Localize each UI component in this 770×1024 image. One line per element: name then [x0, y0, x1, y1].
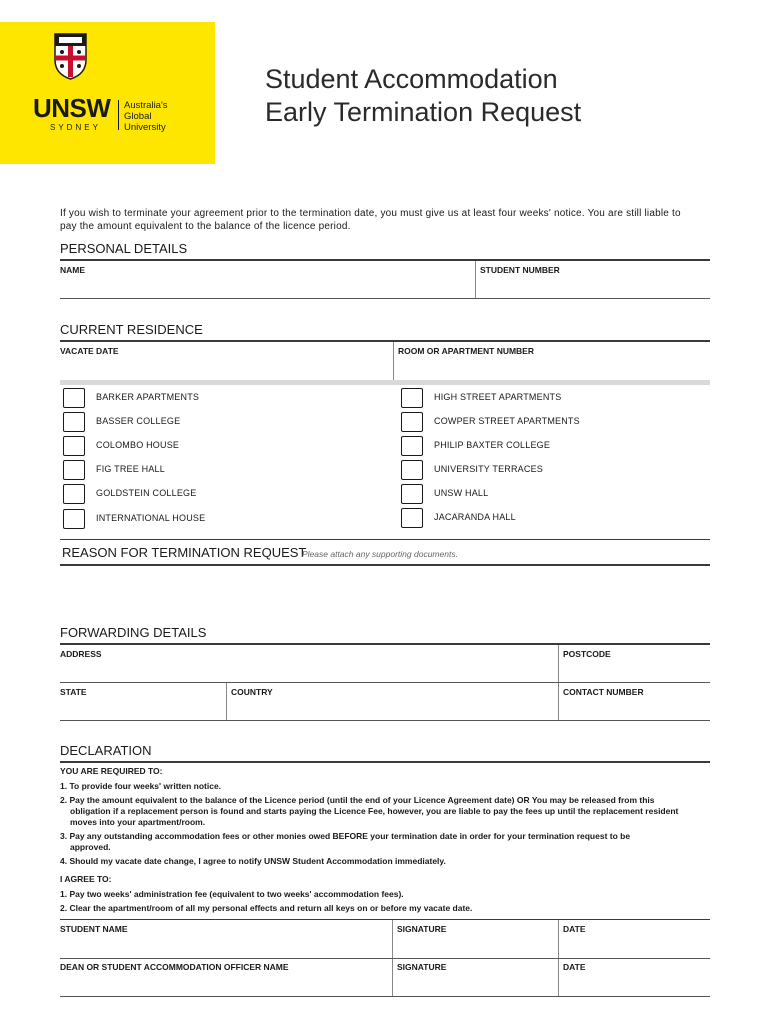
officer-name-field[interactable]: [60, 974, 389, 994]
unsw-wordmark: UNSW: [33, 93, 111, 123]
reason-note: Please attach any supporting documents.: [302, 549, 458, 559]
signature-top-rule: [60, 919, 710, 920]
agree-item-1: 1. Pay two weeks' administration fee (equivalent to two weeks' accommodation fees).: [60, 889, 404, 899]
personal-details-bottom: [60, 298, 710, 299]
field-divider: [558, 683, 559, 720]
checkbox[interactable]: [63, 484, 85, 504]
required-item-4: 4. Should my vacate date change, I agree to notify UNSW Student Accommodation immediately.: [60, 856, 446, 866]
checkbox[interactable]: [63, 412, 85, 432]
unsw-crest-icon: [53, 32, 88, 80]
officer-date-field[interactable]: [561, 974, 708, 994]
reason-top-rule: [60, 539, 710, 540]
student-name-field[interactable]: [60, 936, 389, 956]
officer-signature-label: SIGNATURE: [397, 962, 447, 972]
intro-paragraph: If you wish to terminate your agreement prior to the termination date, you must give us at least four weeks' notice. You are still liable to pay the amount equivalent to the balance of the licence period.: [60, 208, 681, 232]
reason-textarea[interactable]: [60, 568, 710, 616]
agree-heading: I AGREE TO:: [60, 874, 112, 884]
field-divider: [558, 645, 559, 682]
country-field[interactable]: [229, 698, 555, 718]
personal-details-heading: PERSONAL DETAILS: [60, 241, 188, 256]
signature-label: SIGNATURE: [397, 924, 447, 934]
checkbox[interactable]: [63, 388, 85, 408]
postcode-label: POSTCODE: [563, 649, 611, 659]
unsw-city: SYDNEY: [50, 123, 101, 132]
vacate-date-label: VACATE DATE: [60, 346, 119, 356]
student-date-field[interactable]: [561, 936, 708, 956]
checkbox[interactable]: [401, 484, 423, 504]
page-title-line2: Early Termination Request: [265, 97, 582, 127]
residence-options-bar: [60, 380, 710, 385]
required-item-1: 1. To provide four weeks' written notice.: [60, 781, 222, 791]
checkbox[interactable]: [401, 412, 423, 432]
field-divider: [475, 261, 476, 298]
unsw-tagline: Australia's Global University: [124, 100, 168, 133]
required-heading: YOU ARE REQUIRED TO:: [60, 766, 163, 776]
checkbox[interactable]: [63, 436, 85, 456]
checkbox[interactable]: [401, 508, 423, 528]
country-label: COUNTRY: [231, 687, 273, 697]
page-title-line1: Student Accommodation: [265, 64, 558, 94]
field-divider: [558, 959, 559, 996]
field-divider: [393, 342, 394, 380]
student-number-label: STUDENT NUMBER: [480, 265, 560, 275]
checkbox[interactable]: [401, 436, 423, 456]
officer-name-label: DEAN OR STUDENT ACCOMMODATION OFFICER NAME: [60, 962, 289, 972]
room-number-field[interactable]: [396, 358, 708, 378]
signature-bottom-rule: [60, 996, 710, 997]
field-divider: [392, 920, 393, 958]
logo-divider: [118, 100, 119, 130]
declaration-heading: DECLARATION: [60, 743, 152, 758]
contact-number-label: CONTACT NUMBER: [563, 687, 644, 697]
current-residence-heading: CURRENT RESIDENCE: [60, 322, 203, 337]
required-item-3: 3. Pay any outstanding accommodation fees or other monies owed BEFORE your termination date in order for your termination request to be approved.: [60, 831, 631, 852]
declaration-rule: [60, 761, 710, 763]
checkbox[interactable]: [63, 460, 85, 480]
forwarding-heading: FORWARDING DETAILS: [60, 625, 207, 640]
officer-signature-field[interactable]: [395, 974, 555, 994]
field-divider: [392, 959, 393, 996]
student-signature-field[interactable]: [395, 936, 555, 956]
student-number-field[interactable]: [478, 276, 708, 296]
forwarding-rule: [60, 643, 710, 645]
room-number-label: ROOM OR APARTMENT NUMBER: [398, 346, 534, 356]
checkbox[interactable]: [401, 460, 423, 480]
forwarding-mid-rule: [60, 682, 710, 683]
agree-item-2: 2. Clear the apartment/room of all my personal effects and return all keys on or before my vacate date.: [60, 903, 473, 913]
state-field[interactable]: [60, 698, 223, 718]
field-divider: [226, 683, 227, 720]
name-field[interactable]: [60, 276, 472, 296]
state-label: STATE: [60, 687, 87, 697]
current-residence-rule: [60, 340, 710, 342]
personal-details-rule: [60, 259, 710, 261]
date-label: DATE: [563, 924, 586, 934]
checkbox[interactable]: [401, 388, 423, 408]
reason-rule: [60, 564, 710, 566]
postcode-field[interactable]: [561, 660, 708, 680]
address-label: ADDRESS: [60, 649, 102, 659]
forwarding-bottom-rule: [60, 720, 710, 721]
address-field[interactable]: [60, 660, 555, 680]
required-item-2: 2. Pay the amount equivalent to the balance of the Licence period (until the end of your Licence Agreement date) OR You may be released from this obligation if a replacement person is found and starts paying the Licence Fee, however, you are liable to pay the fees up until the replacement resident moves into your apartment/room.: [60, 795, 679, 827]
contact-number-field[interactable]: [561, 698, 708, 718]
name-label: NAME: [60, 265, 86, 275]
student-name-label: STUDENT NAME: [60, 924, 128, 934]
signature-mid-rule: [60, 958, 710, 959]
checkbox[interactable]: [63, 509, 85, 529]
field-divider: [558, 920, 559, 958]
vacate-date-field[interactable]: [60, 358, 390, 378]
reason-heading: REASON FOR TERMINATION REQUEST: [62, 545, 307, 560]
officer-date-label: DATE: [563, 962, 586, 972]
